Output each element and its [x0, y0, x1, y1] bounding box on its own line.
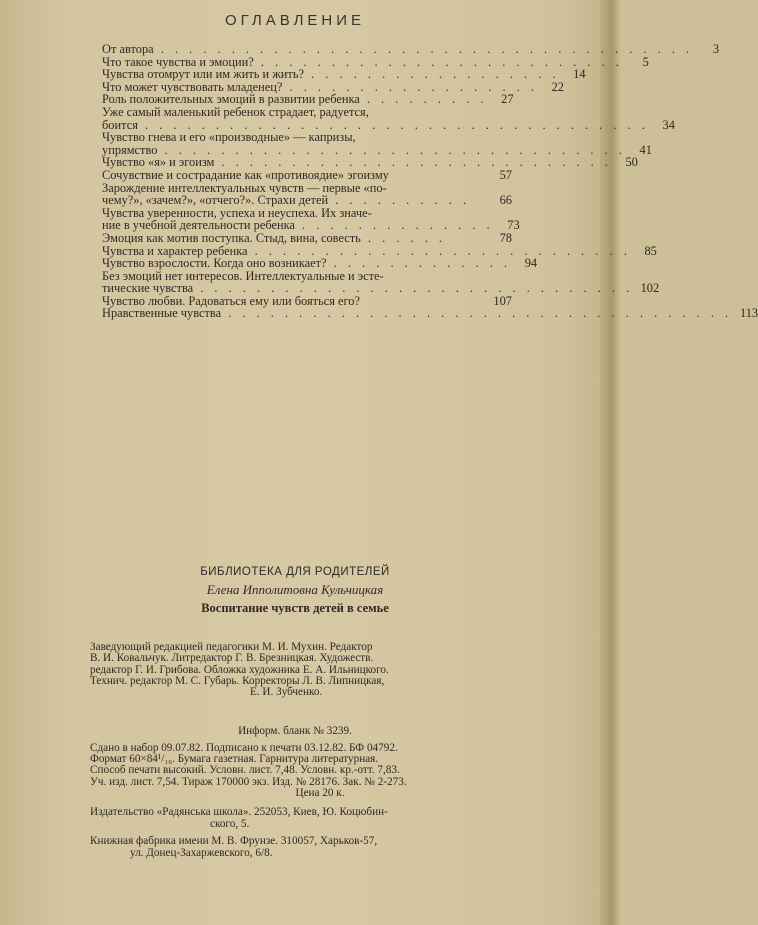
print-data: [90, 743, 510, 799]
toc-page-number: 78: [499, 230, 512, 245]
toc-page-number: 14: [573, 67, 586, 82]
toc-entry: Чувство «я» и эгоизм . . . . . . . . . . . . . . . . . . . . . . . . . . . . 50: [102, 155, 638, 170]
toc-entry-text: Чувства уверенности, успеха и неуспеха. Их значе-: [102, 205, 372, 220]
toc-page-number: 34: [662, 117, 675, 132]
credit-line: Е. И. Зубченко.: [250, 686, 323, 699]
toc-entry: Чувство взрослости. Когда оно возникает? . . . . . . . . . . . . . 94: [102, 256, 538, 271]
toc-entry-text-cont: ние в учебной деятельности ребенка: [102, 218, 295, 233]
toc-entry-text: Уже самый маленький ребенок страдает, радуется,: [102, 104, 369, 119]
toc-entry-text-cont: боится: [102, 117, 138, 132]
toc-entry: [102, 169, 512, 182]
toc-entry: Чувства и характер ребенка . . . . . . . . . . . . . . . . . . . . . . . . . . . 85: [102, 243, 657, 258]
toc-entry-text: Чувство взрослости. Когда оно возникает?: [102, 256, 327, 271]
toc-entry-text: Роль положительных эмоций в развитии ребенка: [102, 92, 360, 107]
toc-entry-text: Эмоция как мотив поступка. Стыд, вина, совесть: [102, 230, 361, 245]
toc-entry: Нравственные чувства . . . . . . . . . . . . . . . . . . . . . . . . . . . . . . . . . . . . 113: [102, 306, 758, 321]
publisher-info: [90, 807, 510, 859]
toc-page-number: 41: [639, 142, 652, 157]
table-of-contents: [102, 42, 758, 321]
publisher-line: ского, 5.: [210, 817, 250, 830]
toc-page-number: 57: [499, 167, 512, 182]
print-data-line: Способ печати высокий. Условн. лист. 7,48. Условн. кр.-отт. 7,83.: [90, 764, 400, 777]
toc-entry-text: Без эмоций нет интересов. Интеллектуальные и эсте-: [102, 268, 384, 283]
toc-entry: Зарождение интеллектуальных чувств — первые «по- чему?», «зачем?», «отчего?». Страхи детей . . . . . . . . . . 66: [102, 180, 512, 208]
toc-entry: Роль положительных эмоций в развитии ребенка . . . . . . . . . 27: [102, 92, 514, 107]
printer-line: Книжная фабрика имени М. В. Фрунзе. 310057, Харьков-57,: [90, 835, 378, 847]
toc-entry: Без эмоций нет интересов. Интеллектуальные и эсте- тические чувства . . . . . . . . . . . . . . . . . . . . . . . . . . . . . . . 102: [102, 268, 660, 296]
print-data-line: Уч. изд. лист. 7,54. Тираж 170000 экз. Изд. № 28176. Зак. № 2-273.: [90, 775, 407, 788]
credit-line: В. И. Ковальчук. Литредактор Г. В. Брезницкая. Художеств.: [90, 652, 374, 665]
toc-title: ОГЛАВЛЕНИЕ: [224, 12, 366, 29]
credit-line: редактор Г. И. Грибова. Обложка художника Е. А. Ильницкого.: [90, 663, 389, 676]
toc-page-number: 73: [507, 218, 520, 233]
toc-entry: Чувство гнева и его «производные» — капризы, упрямство . . . . . . . . . . . . . . . . . . . . . . . . . . . . . . . . . 41: [102, 130, 652, 157]
toc-entry-text-cont: тические чувства: [102, 281, 194, 296]
inform-blank: Информ. бланк № 3239.: [238, 725, 352, 737]
toc-page-number: 102: [640, 281, 660, 296]
toc-entry-text: Зарождение интеллектуальных чувств — первые «по-: [102, 180, 387, 195]
toc-page-number: 66: [499, 193, 512, 208]
toc-entry-text-cont: упрямство: [102, 142, 158, 157]
toc-entry: Уже самый маленький ребенок страдает, радуется, боится . . . . . . . . . . . . . . . . . . . . . . . . . . . . . . . . . . . . 34: [102, 104, 675, 132]
credit-line: Заведующий редакцией педагогики М. И. Мухин. Редактор: [90, 641, 373, 653]
toc-entry-text: Чувства отомрут или им жить и жить?: [102, 67, 305, 82]
toc-entry: Чувства уверенности, успеха и неуспеха. Их значе- ние в учебной деятельности ребенка . . . . . . . . . . . . . . 73: [102, 205, 520, 233]
toc-entry: От автора . . . . . . . . . . . . . . . . . . . . . . . . . . . . . . . . . . . . . . 3: [102, 42, 720, 56]
toc-page-number: 50: [625, 155, 638, 170]
toc-page-number: 5: [642, 54, 649, 69]
toc-page-number: 85: [644, 243, 657, 258]
page-edge: [600, 0, 620, 925]
toc-page-number: 22: [551, 79, 564, 94]
print-data-line: Сдано в набор 09.07.82. Подписано к печати 03.12.82. БФ 04792.: [90, 742, 398, 754]
toc-entry-text-cont: чему?», «зачем?», «отчего?». Страхи детей: [102, 193, 329, 208]
toc-entry-text: Сочувствие и сострадание как «противоядие» эгоизму: [102, 167, 389, 182]
editorial-credits: [90, 642, 510, 698]
toc-entry-text: Чувство гнева и его «производные» — капризы,: [102, 130, 356, 145]
toc-entry-text: Что может чувствовать младенец?: [102, 79, 283, 94]
toc-entry-text: Чувство любви. Радоваться ему или бояться его?: [102, 293, 361, 308]
toc-entry-text: Нравственные чувства: [102, 306, 222, 321]
price: Цена 20 к.: [295, 786, 345, 799]
publisher-line: Издательство «Радянська школа». 252053, Киев, Ю. Коцюбин-: [90, 806, 388, 818]
credit-line: Технич. редактор М. С. Губарь. Корректоры Л. В. Липницкая,: [90, 674, 385, 687]
toc-page-number: 107: [493, 293, 512, 308]
toc-entry-text: Что такое чувства и эмоции?: [102, 54, 254, 69]
toc-entry: Чувства отомрут или им жить и жить? . . . . . . . . . . . . . . . . . . 14: [102, 67, 586, 82]
author-name: Елена Ипполитовна Кульчицкая: [206, 582, 384, 597]
print-data-line: Формат 60×84¹/₁₆. Бумага газетная. Гарнитура литературная.: [90, 753, 379, 766]
toc-page-number: 113: [740, 306, 758, 321]
toc-page-number: 27: [501, 92, 514, 107]
toc-entry-text: От автора: [102, 42, 154, 56]
toc-page-number: 94: [524, 256, 538, 271]
toc-page-number: 3: [712, 42, 720, 56]
series-name: БИБЛИОТЕКА ДЛЯ РОДИТЕЛЕЙ: [200, 566, 390, 578]
toc-entry: Что такое чувства и эмоции? . . . . . . . . . . . . . . . . . . . . . . . . . . 5: [102, 54, 649, 69]
toc-entry-text: Чувства и характер ребенка: [102, 243, 248, 258]
toc-entry-text: Чувство «я» и эгоизм: [102, 155, 215, 170]
toc-entry: Что может чувствовать младенец? . . . . . . . . . . . . . . . . . . 22: [102, 79, 564, 94]
toc-entry: Эмоция как мотив поступка. Стыд, вина, совесть . . . . . . 78: [102, 230, 512, 245]
printer-line: ул. Донец-Захаржевского, 6/8.: [130, 846, 273, 859]
book-title: Воспитание чувств детей в семье: [201, 601, 389, 615]
